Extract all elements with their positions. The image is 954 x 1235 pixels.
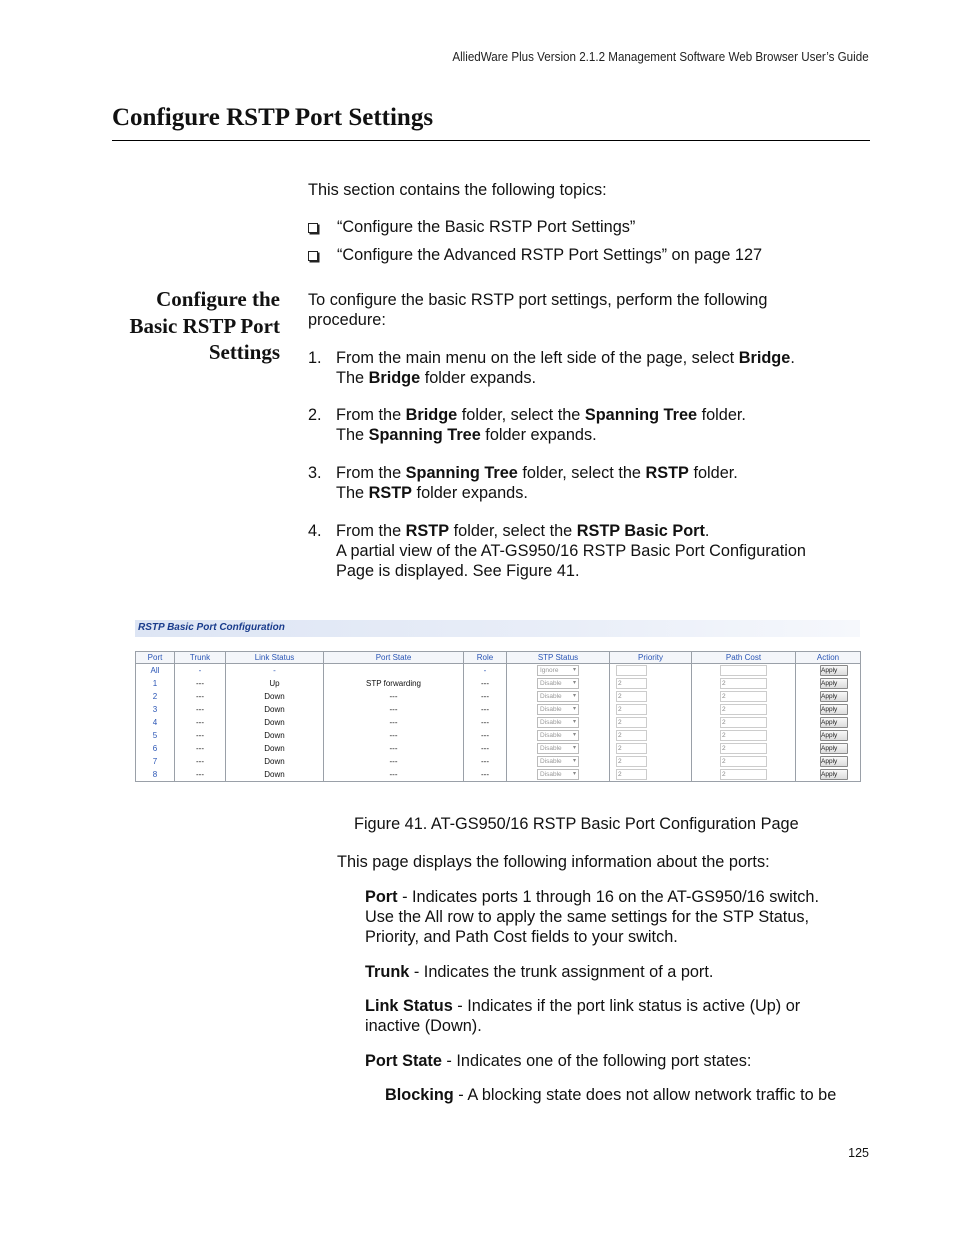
stp-status-select[interactable] bbox=[537, 678, 579, 689]
column-header: Port State bbox=[324, 652, 464, 664]
step-fragment: folder. bbox=[688, 464, 738, 482]
apply-button[interactable]: Apply bbox=[820, 665, 848, 676]
path-cost-input[interactable] bbox=[720, 665, 767, 676]
action-cell bbox=[796, 742, 861, 755]
role-cell: --- bbox=[464, 690, 507, 703]
subsection-heading-line: Configure the bbox=[156, 287, 280, 311]
sub-definition-text: A blocking state does not allow network traffic to be bbox=[467, 1086, 837, 1104]
chevron-down-icon: ▾ bbox=[572, 719, 576, 725]
step-fragment: From the bbox=[336, 522, 406, 540]
role-cell: --- bbox=[464, 729, 507, 742]
port-link[interactable]: 6 bbox=[136, 742, 175, 755]
panel-title-bar bbox=[135, 620, 860, 637]
definition-line bbox=[365, 887, 865, 907]
step-fragment: A partial view of the AT-GS950/16 RSTP Basic Port Configuration bbox=[336, 542, 806, 560]
chevron-down-icon: ▾ bbox=[572, 706, 576, 712]
ui-term: RSTP Basic Port bbox=[576, 522, 705, 540]
section-title: Configure RSTP Port Settings bbox=[112, 104, 434, 131]
stp-status-select[interactable] bbox=[537, 769, 579, 780]
port-link[interactable]: 1 bbox=[136, 677, 175, 690]
priority-cell bbox=[610, 768, 692, 782]
definition-text: Indicates if the port link status is active (Up) or bbox=[467, 997, 801, 1015]
path-cost-cell bbox=[692, 768, 796, 782]
description-intro: This page displays the following information about the ports: bbox=[337, 853, 770, 871]
chevron-down-icon: ▾ bbox=[572, 680, 576, 686]
step-fragment: The bbox=[336, 484, 369, 502]
section-intro: This section contains the following topics: bbox=[308, 181, 607, 199]
running-header: AlliedWare Plus Version 2.1.2 Management Software Web Browser User’s Guide bbox=[452, 50, 869, 64]
column-header: Role bbox=[464, 652, 507, 664]
definition-separator: - bbox=[452, 997, 468, 1015]
definition-separator: - bbox=[409, 963, 424, 981]
definition-term: Link Status bbox=[365, 997, 453, 1015]
table-row bbox=[136, 742, 861, 755]
role-cell: --- bbox=[464, 768, 507, 782]
table-row bbox=[136, 703, 861, 716]
path-cost-cell bbox=[692, 742, 796, 755]
role-cell: --- bbox=[464, 703, 507, 716]
table-row bbox=[136, 755, 861, 768]
link-status-cell: - bbox=[226, 664, 324, 678]
apply-button[interactable]: Apply bbox=[820, 756, 848, 767]
step-number: 1. bbox=[308, 349, 322, 367]
link-status-cell: Down bbox=[226, 742, 324, 755]
definition-line bbox=[365, 927, 865, 947]
subsection-heading-line: Basic RSTP Port bbox=[129, 313, 280, 338]
port-link[interactable]: 3 bbox=[136, 703, 175, 716]
step-line bbox=[336, 483, 866, 503]
ui-term: RSTP bbox=[368, 484, 413, 502]
ui-term: Spanning Tree bbox=[368, 426, 481, 444]
step-fragment: Page is displayed. See Figure 41. bbox=[336, 562, 580, 580]
stp-status-select[interactable] bbox=[537, 717, 579, 728]
priority-cell bbox=[610, 742, 692, 755]
step-fragment: folder, select the bbox=[449, 522, 577, 540]
definition-text: Priority, and Path Cost fields to your switch. bbox=[365, 928, 678, 946]
stp-status-cell bbox=[507, 755, 610, 768]
step-fragment: From the main menu on the left side of the page, select bbox=[336, 349, 739, 367]
trunk-cell: --- bbox=[175, 716, 226, 729]
path-cost-cell bbox=[692, 677, 796, 690]
definition-text: Indicates one of the following port states: bbox=[456, 1052, 752, 1070]
priority-input[interactable]: 2 bbox=[616, 743, 647, 754]
definition-text: Indicates ports 1 through 16 on the AT-GS950/16 switch. bbox=[412, 888, 820, 906]
figure-caption: Figure 41. AT-GS950/16 RSTP Basic Port Configuration Page bbox=[354, 815, 799, 833]
path-cost-cell bbox=[692, 716, 796, 729]
subsection-heading-line: Settings bbox=[208, 340, 280, 364]
port-link[interactable]: 5 bbox=[136, 729, 175, 742]
step-fragment: . bbox=[704, 522, 710, 540]
port-state-cell: --- bbox=[324, 716, 464, 729]
step-line bbox=[336, 368, 866, 388]
trunk-cell: - bbox=[175, 664, 226, 678]
path-cost-cell bbox=[692, 755, 796, 768]
priority-cell bbox=[610, 690, 692, 703]
step-text bbox=[336, 463, 866, 503]
chevron-down-icon: ▾ bbox=[572, 771, 576, 777]
step-fragment: From the bbox=[336, 406, 406, 424]
definition-item bbox=[365, 962, 865, 982]
priority-input[interactable]: 2 bbox=[616, 730, 647, 741]
step-text bbox=[336, 521, 866, 581]
role-cell: --- bbox=[464, 716, 507, 729]
table-row bbox=[136, 690, 861, 703]
step-line bbox=[336, 541, 866, 561]
path-cost-input[interactable]: 2 bbox=[720, 704, 767, 715]
step-text bbox=[336, 348, 866, 388]
priority-cell bbox=[610, 703, 692, 716]
definition-separator: - bbox=[397, 888, 413, 906]
stp-status-value: Disable bbox=[540, 693, 562, 700]
action-cell bbox=[796, 690, 861, 703]
page-number: 125 bbox=[848, 1146, 869, 1160]
definition-separator: - bbox=[453, 1086, 468, 1104]
chevron-down-icon: ▾ bbox=[572, 693, 576, 699]
rstp-basic-port-panel bbox=[135, 620, 860, 791]
stp-status-value: Disable bbox=[540, 745, 562, 752]
priority-cell bbox=[610, 716, 692, 729]
stp-status-cell bbox=[507, 690, 610, 703]
checkbox-bullet-icon bbox=[308, 251, 318, 261]
port-state-cell: --- bbox=[324, 703, 464, 716]
definition-text: Use the All row to apply the same settings for the STP Status, bbox=[365, 908, 810, 926]
definition-line bbox=[365, 1016, 865, 1036]
ui-term: Bridge bbox=[405, 406, 458, 424]
link-status-cell: Down bbox=[226, 768, 324, 782]
link-status-cell: Down bbox=[226, 703, 324, 716]
column-header: Priority bbox=[610, 652, 692, 664]
ui-term: RSTP bbox=[645, 464, 689, 482]
definition-item bbox=[365, 996, 865, 1036]
definition-text: inactive (Down). bbox=[365, 1017, 482, 1035]
definition-term: Port bbox=[365, 888, 398, 906]
stp-status-value: Disable bbox=[540, 706, 562, 713]
port-state-cell: --- bbox=[324, 755, 464, 768]
path-cost-cell bbox=[692, 729, 796, 742]
definition-item bbox=[365, 887, 865, 947]
priority-cell bbox=[610, 729, 692, 742]
topic-link[interactable]: “Configure the Basic RSTP Port Settings” bbox=[337, 218, 636, 236]
port-state-cell: --- bbox=[324, 690, 464, 703]
definition-line bbox=[365, 907, 865, 927]
stp-status-cell bbox=[507, 703, 610, 716]
path-cost-input[interactable]: 2 bbox=[720, 730, 767, 741]
priority-input[interactable]: 2 bbox=[616, 678, 647, 689]
chevron-down-icon: ▾ bbox=[572, 758, 576, 764]
port-link[interactable]: All bbox=[136, 664, 175, 678]
intro-line: To configure the basic RSTP port settings, perform the following bbox=[308, 291, 768, 309]
path-cost-input[interactable]: 2 bbox=[720, 743, 767, 754]
trunk-cell: --- bbox=[175, 729, 226, 742]
definition-term: Trunk bbox=[365, 963, 410, 981]
definition-text: Indicates the trunk assignment of a port. bbox=[423, 963, 714, 981]
role-cell: --- bbox=[464, 742, 507, 755]
link-status-cell: Down bbox=[226, 690, 324, 703]
stp-status-value: Disable bbox=[540, 732, 562, 739]
step-line bbox=[336, 561, 866, 581]
step-fragment: The bbox=[336, 426, 369, 444]
stp-status-cell bbox=[507, 677, 610, 690]
column-header: Trunk bbox=[175, 652, 226, 664]
priority-input[interactable]: 2 bbox=[616, 691, 647, 702]
stp-status-cell bbox=[507, 729, 610, 742]
trunk-cell: --- bbox=[175, 742, 226, 755]
definition-separator: - bbox=[441, 1052, 457, 1070]
apply-button[interactable]: Apply bbox=[820, 769, 848, 780]
ui-term: Bridge bbox=[738, 349, 791, 367]
definition-line bbox=[365, 1051, 865, 1071]
port-link[interactable]: 8 bbox=[136, 768, 175, 782]
priority-input[interactable]: 2 bbox=[616, 756, 647, 767]
priority-cell bbox=[610, 755, 692, 768]
table-row bbox=[136, 677, 861, 690]
step-text bbox=[336, 405, 866, 445]
priority-cell bbox=[610, 677, 692, 690]
column-header: Path Cost bbox=[692, 652, 796, 664]
priority-cell bbox=[610, 664, 692, 678]
apply-button[interactable]: Apply bbox=[820, 678, 848, 689]
step-fragment: . bbox=[790, 349, 795, 367]
priority-input[interactable] bbox=[616, 665, 647, 676]
link-status-cell: Up bbox=[226, 677, 324, 690]
trunk-cell: --- bbox=[175, 768, 226, 782]
stp-status-value: Disable bbox=[540, 758, 562, 765]
action-cell bbox=[796, 703, 861, 716]
chevron-down-icon: ▾ bbox=[572, 745, 576, 751]
path-cost-input[interactable]: 2 bbox=[720, 678, 767, 689]
stp-status-cell bbox=[507, 742, 610, 755]
definition-term: Port State bbox=[365, 1052, 442, 1070]
sub-definition bbox=[385, 1085, 875, 1105]
step-line bbox=[336, 521, 866, 541]
path-cost-cell bbox=[692, 703, 796, 716]
stp-status-value: Disable bbox=[540, 719, 562, 726]
column-header: Action bbox=[796, 652, 861, 664]
port-link[interactable]: 2 bbox=[136, 690, 175, 703]
subsection-heading bbox=[80, 286, 280, 366]
step-line bbox=[336, 463, 866, 483]
apply-button[interactable]: Apply bbox=[820, 730, 848, 741]
table-row bbox=[136, 768, 861, 782]
stp-status-value: Ignore bbox=[540, 667, 559, 674]
action-cell bbox=[796, 677, 861, 690]
definition-line bbox=[365, 962, 865, 982]
all-ports-row bbox=[136, 664, 861, 678]
step-fragment: The bbox=[336, 369, 369, 387]
apply-button[interactable]: Apply bbox=[820, 717, 848, 728]
stp-status-select[interactable] bbox=[537, 756, 579, 767]
path-cost-cell bbox=[692, 664, 796, 678]
step-fragment: From the bbox=[336, 464, 406, 482]
checkbox-bullet-icon bbox=[308, 223, 318, 233]
step-number: 4. bbox=[308, 522, 322, 540]
action-cell bbox=[796, 729, 861, 742]
apply-button[interactable]: Apply bbox=[820, 743, 848, 754]
step-line bbox=[336, 348, 866, 368]
action-cell bbox=[796, 755, 861, 768]
stp-status-select[interactable] bbox=[537, 691, 579, 702]
stp-status-cell bbox=[507, 716, 610, 729]
trunk-cell: --- bbox=[175, 677, 226, 690]
path-cost-input[interactable]: 2 bbox=[720, 717, 767, 728]
trunk-cell: --- bbox=[175, 690, 226, 703]
stp-status-value: Disable bbox=[540, 771, 562, 778]
topic-link[interactable]: “Configure the Advanced RSTP Port Settings” on page 127 bbox=[337, 246, 763, 264]
link-status-cell: Down bbox=[226, 755, 324, 768]
chevron-down-icon: ▾ bbox=[572, 667, 576, 673]
port-link[interactable]: 7 bbox=[136, 755, 175, 768]
stp-status-cell bbox=[507, 664, 610, 678]
step-fragment: folder expands. bbox=[480, 426, 597, 444]
table-row bbox=[136, 729, 861, 742]
priority-input[interactable]: 2 bbox=[616, 769, 647, 780]
step-fragment: folder, select the bbox=[517, 464, 646, 482]
step-line bbox=[336, 425, 866, 445]
stp-status-select[interactable] bbox=[537, 704, 579, 715]
ui-term: Bridge bbox=[368, 369, 421, 387]
column-header: Link Status bbox=[226, 652, 324, 664]
path-cost-cell bbox=[692, 690, 796, 703]
ui-term: Spanning Tree bbox=[405, 464, 518, 482]
stp-status-select[interactable] bbox=[537, 743, 579, 754]
column-header: Port bbox=[136, 652, 175, 664]
stp-status-cell bbox=[507, 768, 610, 782]
definition-item bbox=[365, 1051, 865, 1071]
step-fragment: folder expands. bbox=[420, 369, 537, 387]
trunk-cell: --- bbox=[175, 755, 226, 768]
port-state-cell: --- bbox=[324, 768, 464, 782]
column-header: STP Status bbox=[507, 652, 610, 664]
port-state-cell: STP forwarding bbox=[324, 677, 464, 690]
sub-definition-term: Blocking bbox=[385, 1086, 454, 1104]
port-state-cell bbox=[324, 664, 464, 678]
apply-button[interactable]: Apply bbox=[820, 691, 848, 702]
action-cell bbox=[796, 664, 861, 678]
step-fragment: folder. bbox=[697, 406, 746, 424]
step-line bbox=[336, 405, 866, 425]
trunk-cell: --- bbox=[175, 703, 226, 716]
role-cell: --- bbox=[464, 755, 507, 768]
port-state-cell: --- bbox=[324, 742, 464, 755]
panel-title: RSTP Basic Port Configuration bbox=[138, 622, 285, 633]
step-number: 3. bbox=[308, 464, 322, 482]
title-rule bbox=[112, 140, 870, 141]
port-state-cell: --- bbox=[324, 729, 464, 742]
ui-term: Spanning Tree bbox=[584, 406, 698, 424]
role-cell: --- bbox=[464, 677, 507, 690]
chevron-down-icon: ▾ bbox=[572, 732, 576, 738]
ui-term: RSTP bbox=[405, 522, 450, 540]
apply-button[interactable]: Apply bbox=[820, 704, 848, 715]
subsection-intro bbox=[308, 290, 767, 330]
intro-line: procedure: bbox=[308, 311, 386, 329]
action-cell bbox=[796, 716, 861, 729]
rstp-port-table bbox=[135, 651, 861, 782]
stp-status-select[interactable] bbox=[537, 730, 579, 741]
step-fragment: folder expands. bbox=[412, 484, 528, 502]
path-cost-input[interactable]: 2 bbox=[720, 756, 767, 767]
table-row bbox=[136, 716, 861, 729]
role-cell: - bbox=[464, 664, 507, 678]
priority-input[interactable]: 2 bbox=[616, 704, 647, 715]
step-fragment: folder, select the bbox=[457, 406, 585, 424]
step-number: 2. bbox=[308, 406, 322, 424]
path-cost-input[interactable]: 2 bbox=[720, 769, 767, 780]
link-status-cell: Down bbox=[226, 716, 324, 729]
link-status-cell: Down bbox=[226, 729, 324, 742]
table-header-row bbox=[136, 652, 861, 664]
action-cell bbox=[796, 768, 861, 782]
stp-status-value: Disable bbox=[540, 680, 562, 687]
priority-input[interactable]: 2 bbox=[616, 717, 647, 728]
path-cost-input[interactable]: 2 bbox=[720, 691, 767, 702]
stp-status-select[interactable] bbox=[537, 665, 579, 676]
definition-line bbox=[365, 996, 865, 1016]
port-link[interactable]: 4 bbox=[136, 716, 175, 729]
